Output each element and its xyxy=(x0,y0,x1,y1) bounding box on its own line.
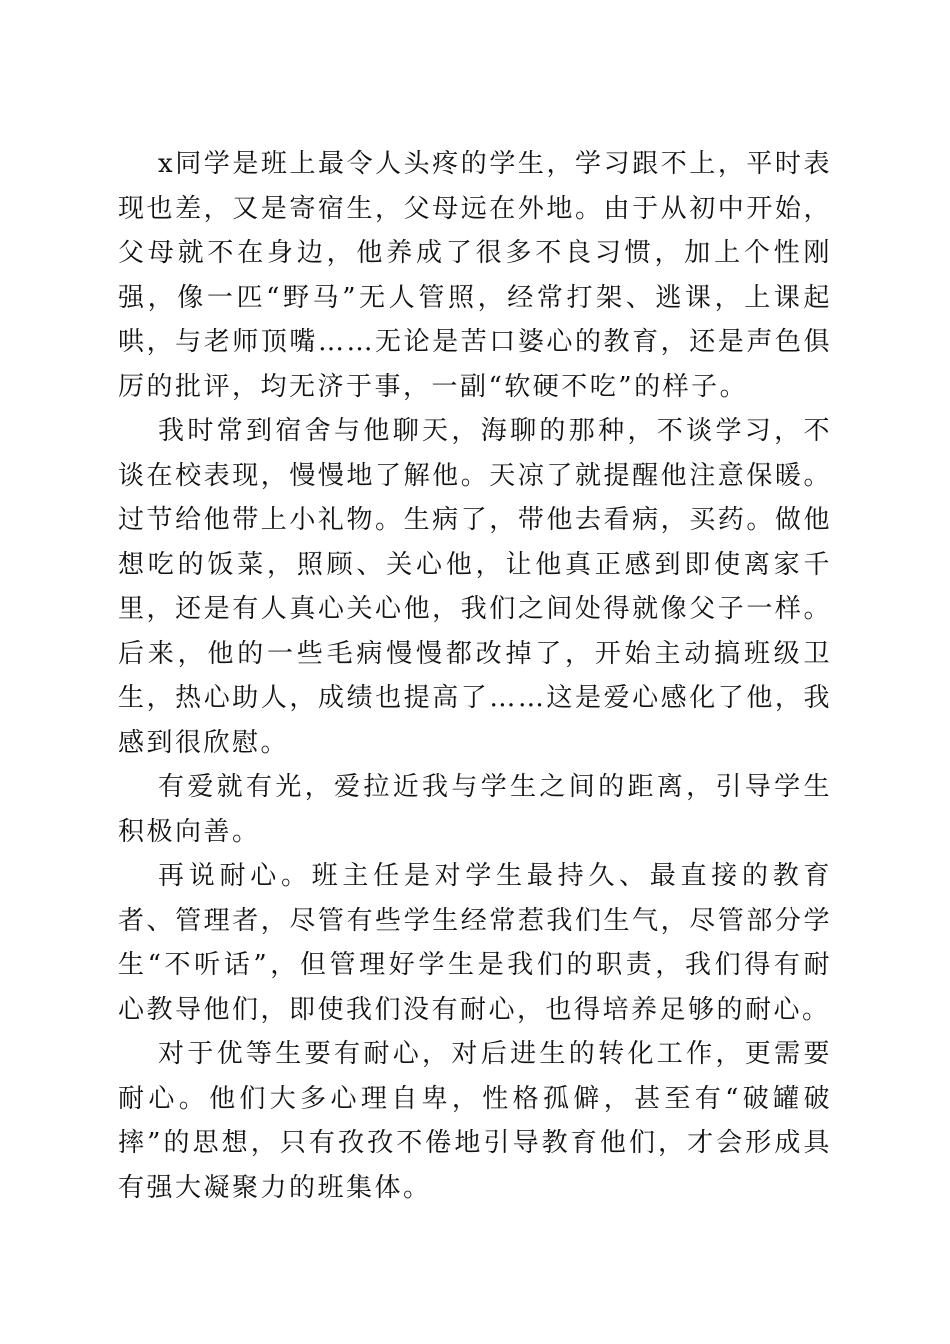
paragraph-1: x同学是班上最令人头疼的学生，学习跟不上，平时表现也差，又是寄宿生，父母远在外地。由于从初中开始，父母就不在身边，他养成了很多不良习惯，加上个性刚强，像一匹“野马”无人管照，经常打架、逃课，上课起哄，与老师顶嘴……无论是苦口婆心的教育，还是声色俱厉的批评，均无济于事，一副“软硬不吃”的样子。 xyxy=(118,149,832,402)
paragraph-5: 对于优等生要有耐心，对后进生的转化工作，更需要耐心。他们大多心理自卑，性格孤僻，甚至有“破罐破摔”的思想，只有孜孜不倦地引导教育他们，才会形成具有强大凝聚力的班集体。 xyxy=(118,1039,832,1203)
paragraph-2: 我时常到宿舍与他聊天，海聊的那种，不谈学习，不谈在校表现，慢慢地了解他。天凉了就提醒他注意保暖。过节给他带上小礼物。生病了，带他去看病，买药。做他想吃的饭菜，照顾、关心他，让他真正感到即使离家千里，还是有人真心关心他，我们之间处得就像父子一样。后来，他的一些毛病慢慢都改掉了，开始主动搞班级卫生，热心助人，成绩也提高了……这是爱心感化了他，我感到很欣慰。 xyxy=(118,416,832,758)
document-body xyxy=(118,142,832,1210)
paragraph-3: 有爱就有光，爱拉近我与学生之间的距离，引导学生积极向善。 xyxy=(118,772,832,847)
paragraph-4: 再说耐心。班主任是对学生最持久、最直接的教育者、管理者，尽管有些学生经常惹我们生气，尽管部分学生“不听话”，但管理好学生是我们的职责，我们得有耐心教导他们，即使我们没有耐心，也得培养足够的耐心。 xyxy=(118,861,832,1025)
